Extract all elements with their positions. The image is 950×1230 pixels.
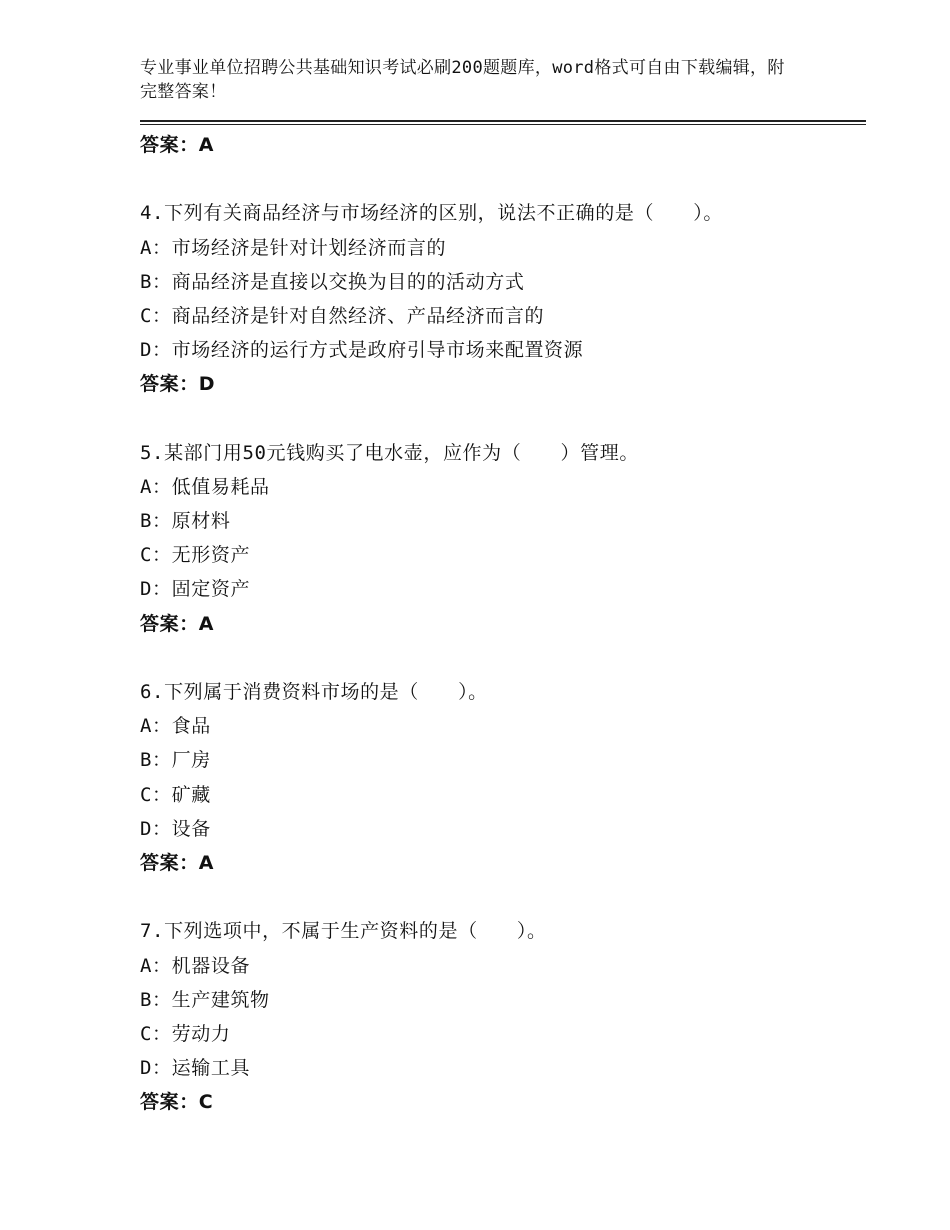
option-a: A：低值易耗品 [140, 475, 270, 498]
option-d: D：设备 [140, 817, 211, 840]
option-c: C：矿藏 [140, 783, 211, 806]
answer-line: 答案：D [140, 373, 216, 396]
spacer [140, 402, 866, 436]
header-divider-thick [140, 120, 866, 122]
option-b: B：原材料 [140, 510, 231, 533]
answer-line: 答案：C [140, 1091, 214, 1114]
option-d: D：运输工具 [140, 1057, 251, 1080]
question-block [140, 196, 866, 401]
option-b: B：生产建筑物 [140, 988, 270, 1011]
option-a: A：机器设备 [140, 954, 251, 977]
question-stem: 7.下列选项中，不属于生产资料的是（ ）。 [140, 920, 547, 943]
option-c: C：商品经济是针对自然经济、产品经济而言的 [140, 304, 545, 327]
document-header: 专业事业单位招聘公共基础知识考试必刷200题题库，word格式可自由下载编辑，附完整答案！ [140, 58, 785, 102]
header-divider-thin [140, 124, 866, 125]
question-stem: 5.某部门用50元钱购买了电水壶，应作为（ ）管理。 [140, 441, 639, 464]
option-a: A：食品 [140, 715, 211, 738]
option-b: B：厂房 [140, 749, 211, 772]
option-d: D：固定资产 [140, 578, 251, 601]
option-a: A：市场经济是针对计划经济而言的 [140, 236, 447, 259]
question-block [140, 436, 866, 641]
answer-line: 答案：A [140, 612, 215, 635]
spacer [140, 162, 866, 196]
question-block [140, 914, 866, 1119]
option-c: C：无形资产 [140, 544, 251, 567]
question-stem: 6.下列属于消费资料市场的是（ ）。 [140, 681, 488, 703]
option-c: C：劳动力 [140, 1022, 231, 1045]
option-d: D：市场经济的运行方式是政府引导市场来配置资源 [140, 339, 584, 362]
question-block [140, 675, 866, 880]
spacer [140, 880, 866, 914]
question-stem: 4.下列有关商品经济与市场经济的区别，说法不正确的是（ ）。 [140, 202, 723, 225]
answer-line: 答案：A [140, 134, 215, 156]
spacer [140, 641, 866, 675]
question-list [140, 128, 866, 1119]
option-b: B：商品经济是直接以交换为目的的活动方式 [140, 270, 525, 293]
answer-line: 答案：A [140, 851, 215, 874]
